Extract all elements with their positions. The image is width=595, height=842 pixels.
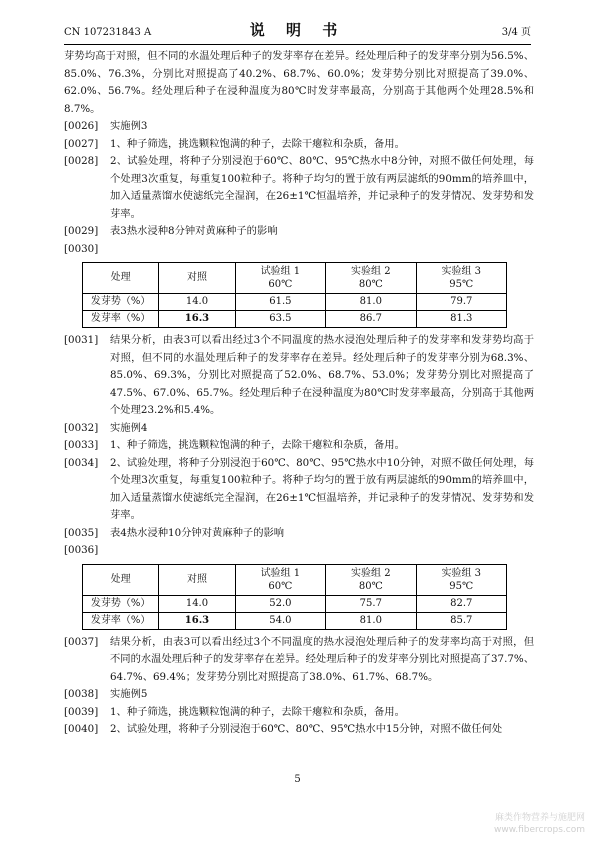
table-4: [82, 564, 507, 630]
header-cell: 对照: [159, 564, 235, 595]
paragraph-0029: [0029] 表3热水浸种8分钟对黄麻种子的影响: [64, 225, 278, 237]
watermark: 麻类作物营养与施肥网 www.fibercrops.com: [494, 813, 585, 835]
header-cell: 处理: [83, 263, 159, 294]
table-row: 发芽势（%） 14.0 52.0 75.7 82.7: [83, 595, 507, 612]
table-header-row: [83, 263, 507, 294]
paragraph-0037: [0037] 结果分析，由表3可以看出经过3个不同温度的热水浸泡处理后种子的发芽率均高于对照，但不同的水温处理后种子的发芽率存在差异。经处理后种子的发芽率分别比对照提高了37.7%、64.7%、69.4%；发芽势分别比对照提高了38.0%、61.7%、68.7%。: [64, 635, 534, 683]
paragraph-0033: [0033] 1、种子筛选，挑选颗粒饱满的种子，去除干瘪粒和杂质，备用。: [64, 439, 405, 451]
header-cell: 试验组 1 60℃: [235, 564, 325, 595]
page-indicator: 3/4 页: [501, 27, 531, 38]
page-title: 说 明 书: [249, 21, 346, 39]
paragraph-0032: [0032] 实施例4: [64, 421, 148, 434]
paragraph-0035: [0035] 表4热水浸种10分钟对黄麻种子的影响: [64, 526, 285, 539]
paragraph-0031: [0031] 结果分析，由表3可以看出经过3个不同温度的热水浸泡处理后种子的发芽率和发芽势均高于对照，但不同的水温处理后种子的发芽率存在差异。经处理后种子的发芽率分别为68.3%、85.0%、69.3%，分别比对照提高了52.0%、68.7%、53.0%；发芽势分别比对照提高了47.5%、67.0%、65.7%。经处理后种子在浸种温度为80℃时发芽率最高，分别高于其他两个处理23.2%和5.4%。: [64, 334, 534, 416]
document-number: CN 107231843 A: [64, 27, 152, 38]
header-rule: [64, 44, 531, 45]
paragraph-0038: [0038] 实施例5: [64, 688, 148, 700]
page-header: [64, 20, 531, 42]
header-cell: 试验组 1 60℃: [235, 263, 325, 294]
table-row: 发芽率（%） 16.3 54.0 81.0 85.7: [83, 612, 507, 629]
header-cell: 对照: [159, 263, 235, 294]
table-row: 发芽势（%） 14.0 61.5 81.0 79.7: [83, 294, 507, 311]
header-cell: 实验组 3 95℃: [416, 564, 506, 595]
page-number: 5: [294, 774, 301, 785]
paragraph-0034: [0034] 2、试验处理，将种子分别浸泡于60℃、80℃、95℃热水中10分钟，对照不做任何处理，每个处理3次重复，每重复100粒种子。将种子均匀的置于放有两层滤纸的90mm的培养皿中，加入适量蒸馏水使滤纸完全湿润，在26±1℃恒温培养，并记录种子的发芽情况、发芽势和发芽率。: [64, 456, 534, 521]
header-cell: 处理: [83, 564, 159, 595]
paragraph-0026: [0026] 实施例3: [64, 120, 148, 132]
table-3: [82, 262, 507, 328]
header-cell: 实验组 3 95℃: [416, 263, 506, 294]
table-row: 发芽率（%） 16.3 63.5 86.7 81.3: [83, 311, 507, 328]
table-header-row: [83, 564, 507, 595]
paragraph-0027: [0027] 1、种子筛选，挑选颗粒饱满的种子，去除干瘪粒和杂质，备用。: [64, 137, 405, 150]
paragraph-0036: [0036]: [64, 544, 99, 556]
continued-paragraph: 芽势均高于对照，但不同的水温处理后种子的发芽率存在差异。经处理后种子的发芽率分别为56.5%、85.0%、76.3%，分别比对照提高了40.2%、68.7%、60.0%；发芽势分别比对照提高了39.0%、62.0%、56.7%。经处理后种子在浸种温度为80℃时发芽率最高，分别高于其他两个处理28.5%和8.7%。: [64, 50, 534, 115]
document-body: [64, 48, 534, 739]
paragraph-0040: [0040] 2、试验处理，将种子分别浸泡于60℃、80℃、95℃热水中15分钟，对照不做任何处: [64, 723, 503, 735]
paragraph-0039: [0039] 1、种子筛选，挑选颗粒饱满的种子，去除干瘪粒和杂质，备用。: [64, 705, 405, 718]
header-cell: 实验组 2 80℃: [326, 263, 416, 294]
paragraph-0028: [0028] 2、试验处理，将种子分别浸泡于60℃、80℃、95℃热水中8分钟，对照不做任何处理，每个处理3次重复，每重复100粒种子。将种子均匀的置于放有两层滤纸的90mm的培养皿中，加入适量蒸馏水使滤纸完全湿润，在26±1℃恒温培养，并记录种子的发芽情况、发芽势和发芽率。: [64, 155, 534, 220]
header-cell: 实验组 2 80℃: [326, 564, 416, 595]
paragraph-0030: [0030]: [64, 242, 99, 255]
